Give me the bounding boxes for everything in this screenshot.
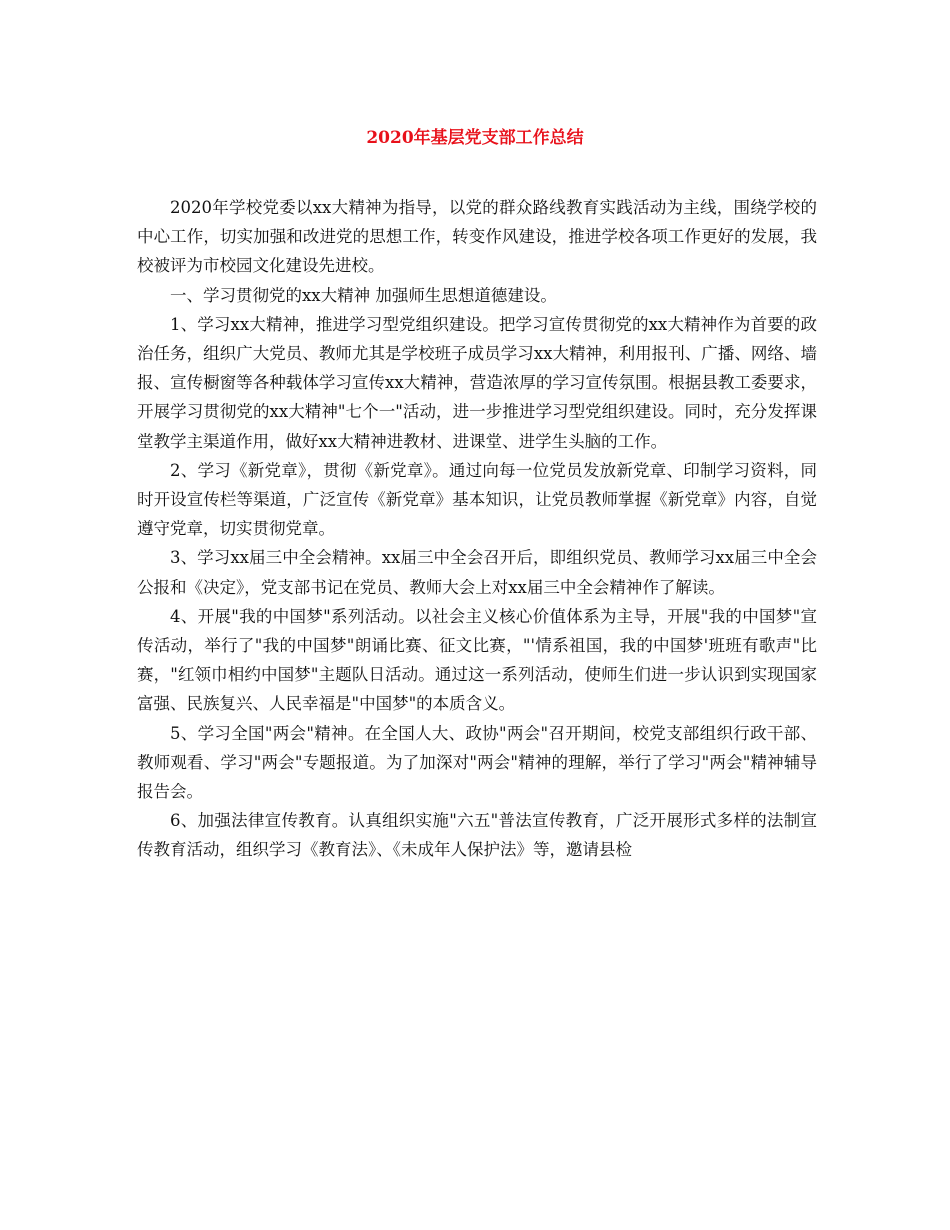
paragraph-item-6: 6、加强法律宣传教育。认真组织实施"六五"普法宣传教育，广泛开展形式多样的法制宣传教育活动，组织学习《教育法》、《未成年人保护法》等，邀请县检 <box>137 811 817 860</box>
document-body <box>137 193 817 865</box>
paragraph-item-1: 1、学习xx大精神，推进学习型党组织建设。把学习宣传贯彻党的xx大精神作为首要的政治任务，组织广大党员、教师尤其是学校班子成员学习xx大精神，利用报刊、广播、网络、墙报、宣传橱窗等各种载体学习宣传xx大精神，营造浓厚的学习宣传氛围。根据县教工委要求，开展学习贯彻党的xx大精神"七个一"活动，进一步推进学习型党组织建设。同时，充分发挥课堂教学主渠道作用，做好xx大精神进教材、进课堂、进学生头脑的工作。 <box>137 314 817 451</box>
paragraph-item-3: 3、学习xx届三中全会精神。xx届三中全会召开后，即组织党员、教师学习xx届三中全会公报和《决定》，党支部书记在党员、教师大会上对xx届三中全会精神作了解读。 <box>137 548 817 597</box>
document-title: 2020年基层党支部工作总结 <box>366 128 584 148</box>
paragraph-section-heading: 一、学习贯彻党的xx大精神 加强师生思想道德建设。 <box>170 285 557 305</box>
paragraph-item-4: 4、开展"我的中国梦"系列活动。以社会主义核心价值体系为主导，开展"我的中国梦"宣传活动，举行了"我的中国梦"朗诵比赛、征文比赛，"'情系祖国，我的中国梦'班班有歌声"比赛，"红领巾相约中国梦"主题队日活动。通过这一系列活动，使师生们进一步认识到实现国家富强、民族复兴、人民幸福是"中国梦"的本质含义。 <box>137 606 817 714</box>
paragraph-intro: 2020年学校党委以xx大精神为指导，以党的群众路线教育实践活动为主线，围绕学校的中心工作，切实加强和改进党的思想工作，转变作风建设，推进学校各项工作更好的发展，我校被评为市校园文化建设先进校。 <box>137 198 817 276</box>
paragraph-item-2: 2、学习《新党章》，贯彻《新党章》。通过向每一位党员发放新党章、印制学习资料，同时开设宣传栏等渠道，广泛宣传《新党章》基本知识，让党员教师掌握《新党章》内容，自觉遵守党章，切实贯彻党章。 <box>137 460 817 539</box>
paragraph-item-5: 5、学习全国"两会"精神。在全国人大、政协"两会"召开期间，校党支部组织行政干部、教师观看、学习"两会"专题报道。为了加深对"两会"精神的理解，举行了学习"两会"精神辅导报告会。 <box>137 723 817 802</box>
